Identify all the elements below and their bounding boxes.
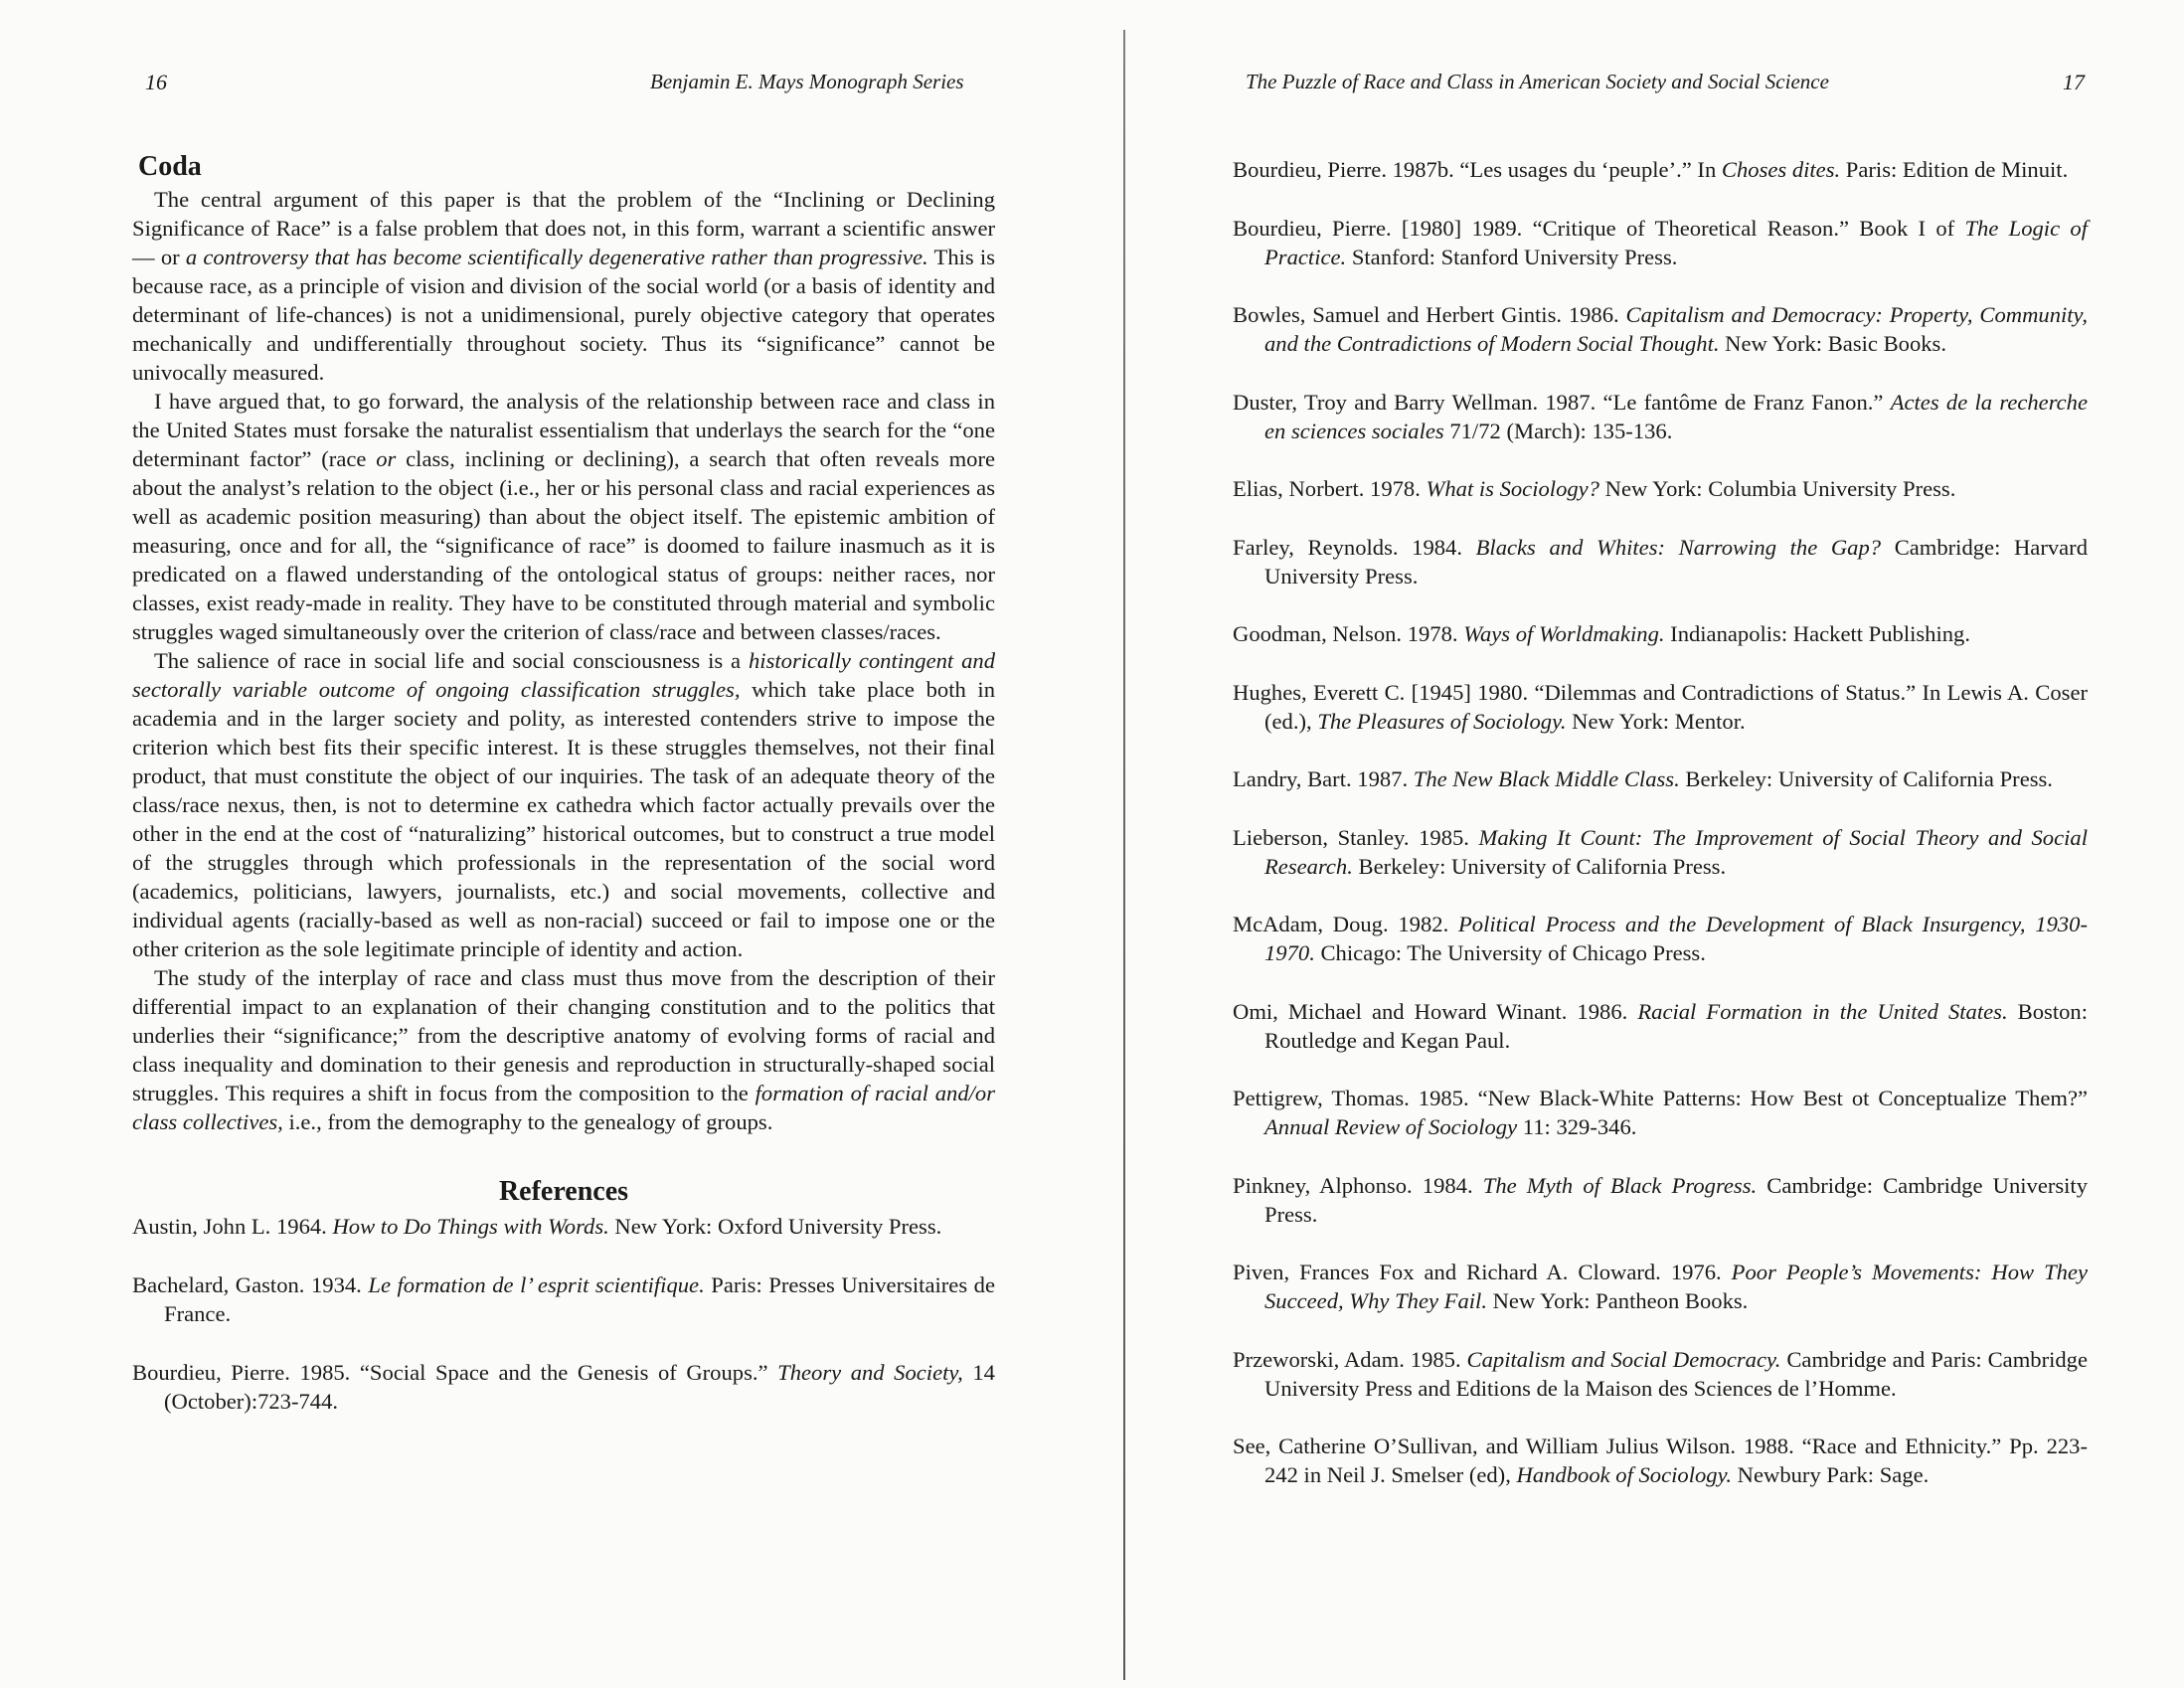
reference-entry <box>1233 619 2088 648</box>
italic-text: historically contingent and sectorally variable outcome of ongoing classification struggles, <box>132 648 995 702</box>
page-gutter <box>1123 30 1125 1680</box>
coda-paragraph <box>132 963 995 1136</box>
italic-text: Racial Formation in the United States. <box>1637 998 2008 1024</box>
text-segment: Paris: Edition de Minuit. <box>1840 157 2069 182</box>
text-segment: Berkeley: University of California Press. <box>1352 853 1727 879</box>
italic-text: Actes de la recherche en sciences sociales <box>1264 389 2089 443</box>
italic-text: The New Black Middle Class. <box>1413 766 1680 791</box>
running-header-left: Benjamin E. Mays Monograph Series <box>650 70 964 93</box>
text-segment: which take place both in academia and in the larger society and polity, as interested contenders strive to impose the criterion which best fits their specific interest. It is these struggles themselves, not their final product, that must constitute the object of our inquiries. The task of an adequate theory of the class/race nexus, then, is not to determine ex cathedra which factor actually prevails over the other in the end at the cost of “naturalizing” historical outcomes, but to construct a true model of the struggles through which professionals in the representation of the social word (academics, politicians, lawyers, journalists, etc.) and social movements, collective and individual agents (racially-based as well as non-racial) succeed or fail to impose one or the other criterion as the sole legitimate principle of identity and action. <box>132 677 995 961</box>
left-content <box>132 151 995 1445</box>
coda-paragraph <box>132 646 995 963</box>
text-segment: Lieberson, Stanley. 1985. <box>1233 824 1479 850</box>
text-segment: Bourdieu, Pierre. 1985. “Social Space and the Genesis of Groups.” <box>132 1360 778 1385</box>
text-segment: Cambridge: Harvard University Press. <box>1264 534 2088 589</box>
reference-entry <box>1233 997 2088 1055</box>
text-segment: Duster, Troy and Barry Wellman. 1987. “Le fantôme de Franz Fanon.” <box>1233 389 1891 415</box>
italic-text: Annual Review of Sociology <box>1264 1114 1518 1139</box>
italic-text: Choses dites. <box>1721 157 1841 182</box>
text-segment: i.e., from the demography to the genealogy of groups. <box>282 1109 773 1134</box>
references-list-left <box>132 1212 995 1416</box>
reference-entry <box>1233 300 2088 358</box>
italic-text: or <box>376 446 397 471</box>
section-title-coda: Coda <box>138 151 202 182</box>
text-segment: This is because race, as a principle of vision and division of the social world (or a basis of identity and determinant of life-chances) is not a unidimensional, purely objective category that operates mechanically and undifferentially throughout society. Thus its “significance” cannot be univocally measured. <box>132 245 995 385</box>
italic-text: Political Process and the Development of Black Insurgency, 1930-1970. <box>1264 912 2088 965</box>
text-segment: Hughes, Everett C. [1945] 1980. “Dilemmas and Contradictions of Status.” In Lewis A. Coser (ed.), <box>1233 679 2088 734</box>
text-segment: class, inclining or declining), a search that often reveals more about the analyst’s relation to the object (i.e., her or his personal class and racial experiences as well as academic position measuring) than about the object itself. The epistemic ambition of measuring, once and for all, the “significance of race” is doomed to failure inasmuch as it is predicated on a flawed understanding of the ontological status of groups: neither races, nor classes, exist ready-made in reality. They have to be constituted through material and symbolic struggles waged simultaneously over the criterion of class/race and between classes/races. <box>132 446 995 644</box>
italic-text: The Logic of Practice. <box>1264 215 2088 269</box>
text-segment: Cambridge and Paris: Cambridge University Press and Editions de la Maison des Sciences de l’Homme. <box>1264 1346 2089 1401</box>
text-segment: Boston: Routledge and Kegan Paul. <box>1264 998 2088 1053</box>
reference-entry <box>1233 823 2088 881</box>
text-segment: New York: Mentor. <box>1566 708 1746 734</box>
text-segment: See, Catherine O’Sullivan, and William Julius Wilson. 1988. “Race and Ethnicity.” Pp. 223-242 in Neil J. Smelser (ed), <box>1233 1434 2088 1487</box>
page-number-left: 16 <box>145 70 167 94</box>
text-segment: 14 (October):723-744. <box>164 1360 995 1414</box>
coda-paragraphs <box>132 185 995 1136</box>
text-segment: Austin, John L. 1964. <box>132 1214 333 1239</box>
text-segment: New York: Oxford University Press. <box>608 1214 942 1239</box>
italic-text: a controversy that has become scientifically degenerative rather than progressive. <box>185 245 928 269</box>
text-segment: Newbury Park: Sage. <box>1732 1462 1930 1487</box>
text-segment: 71/72 (March): 135-136. <box>1443 418 1673 443</box>
reference-entry <box>1233 678 2088 736</box>
italic-text: The Myth of Black Progress. <box>1482 1172 1758 1198</box>
italic-text: How to Do Things with Words. <box>332 1214 609 1239</box>
text-segment: Farley, Reynolds. 1984. <box>1233 534 1476 560</box>
reference-entry <box>1233 155 2088 184</box>
reference-entry <box>1233 1171 2088 1229</box>
text-segment: Pinkney, Alphonso. 1984. <box>1233 1172 1483 1198</box>
reference-entry <box>1233 214 2088 271</box>
text-segment: Piven, Frances Fox and Richard A. Cloward. 1976. <box>1233 1260 1732 1284</box>
text-segment: Cambridge: Cambridge University Press. <box>1264 1172 2089 1227</box>
text-segment: Bachelard, Gaston. 1934. <box>132 1272 369 1297</box>
reference-entry <box>1233 764 2088 793</box>
reference-entry <box>132 1270 995 1328</box>
italic-text: Blacks and Whites: Narrowing the Gap? <box>1475 534 1882 560</box>
text-segment: Goodman, Nelson. 1978. <box>1233 621 1464 646</box>
text-segment: Indianapolis: Hackett Publishing. <box>1664 621 1971 646</box>
text-segment: New York: Pantheon Books. <box>1486 1288 1749 1313</box>
right-page <box>1128 0 2184 1688</box>
text-segment: The study of the interplay of race and class must thus move from the description of their differential impact to an explanation of their changing constitution and to the politics that underlies their “significance;” from the descriptive anatomy of evolving forms of racial and class inequality and domination to their genesis and reproduction in structurally-shaped social struggles. This requires a shift in focus from the composition to the <box>132 965 995 1105</box>
reference-entry <box>1233 1432 2088 1489</box>
text-segment: Chicago: The University of Chicago Press. <box>1314 940 1706 965</box>
text-segment: Bowles, Samuel and Herbert Gintis. 1986. <box>1233 302 1626 327</box>
text-segment: Omi, Michael and Howard Winant. 1986. <box>1233 998 1638 1024</box>
text-segment: New York: Columbia University Press. <box>1598 476 1956 501</box>
coda-paragraph <box>132 185 995 387</box>
text-segment: The salience of race in social life and social consciousness is a <box>154 648 749 673</box>
text-segment: Bourdieu, Pierre. [1980] 1989. “Critique of Theoretical Reason.” Book I of <box>1233 215 1965 241</box>
reference-entry <box>1233 1084 2088 1141</box>
reference-entry <box>1233 1345 2088 1403</box>
reference-entry <box>132 1212 995 1241</box>
reference-entry <box>1233 533 2088 591</box>
italic-text: Poor People’s Movements: How They Succeed, Why They Fail. <box>1264 1260 2088 1313</box>
references-title: References <box>498 1176 629 1207</box>
reference-entry <box>1233 388 2088 445</box>
references-list-right <box>1233 155 2088 1489</box>
italic-text: Capitalism and Social Democracy. <box>1466 1346 1781 1372</box>
italic-text: Handbook of Sociology. <box>1516 1462 1733 1487</box>
reference-entry <box>1233 910 2088 967</box>
italic-text: Ways of Worldmaking. <box>1463 621 1665 646</box>
italic-text: The Pleasures of Sociology. <box>1317 708 1567 734</box>
italic-text: Capitalism and Democracy: Property, Community, and the Contradictions of Modern Social Thought. <box>1264 302 2088 356</box>
text-segment: The central argument of this paper is that the problem of the “Inclining or Declining Significance of Race” is a false problem that does not, in this form, warrant a scientific answer — or <box>132 187 995 269</box>
right-content <box>1233 155 2088 1519</box>
text-segment: Bourdieu, Pierre. 1987b. “Les usages du ‘peuple’.” In <box>1233 157 1722 182</box>
italic-text: formation of racial and/or class collectives, <box>132 1081 995 1134</box>
reference-entry <box>1233 1258 2088 1315</box>
page-number-right: 17 <box>2063 70 2085 94</box>
text-segment: Stanford: Stanford University Press. <box>1346 244 1678 269</box>
running-header-right: The Puzzle of Race and Class in American Society and Social Science <box>1246 70 1829 93</box>
italic-text: What is Sociology? <box>1426 476 1599 501</box>
text-segment: Berkeley: University of California Press. <box>1679 766 2053 791</box>
reference-entry <box>132 1358 995 1416</box>
reference-entry <box>1233 474 2088 503</box>
text-segment: Landry, Bart. 1987. <box>1233 766 1414 791</box>
text-segment: I have argued that, to go forward, the analysis of the relationship between race and class in the United States must forsake the naturalist essentialism that underlays the search for the “one determinant factor” (race <box>132 389 995 471</box>
text-segment: Przeworski, Adam. 1985. <box>1233 1346 1467 1372</box>
text-segment: Paris: Presses Universitaires de France. <box>164 1272 995 1326</box>
text-segment: 11: 329-346. <box>1517 1114 1637 1139</box>
italic-text: Le formation de l’ esprit scientifique. <box>368 1272 705 1297</box>
italic-text: Making It Count: The Improvement of Social Theory and Social Research. <box>1264 824 2088 879</box>
coda-paragraph <box>132 387 995 646</box>
text-segment: New York: Basic Books. <box>1719 331 1946 356</box>
text-segment: Pettigrew, Thomas. 1985. “New Black-White Patterns: How Best ot Conceptualize Them?” <box>1233 1086 2088 1110</box>
italic-text: Theory and Society, <box>777 1360 963 1385</box>
text-segment: McAdam, Doug. 1982. <box>1233 912 1458 936</box>
text-segment: Elias, Norbert. 1978. <box>1233 476 1427 501</box>
